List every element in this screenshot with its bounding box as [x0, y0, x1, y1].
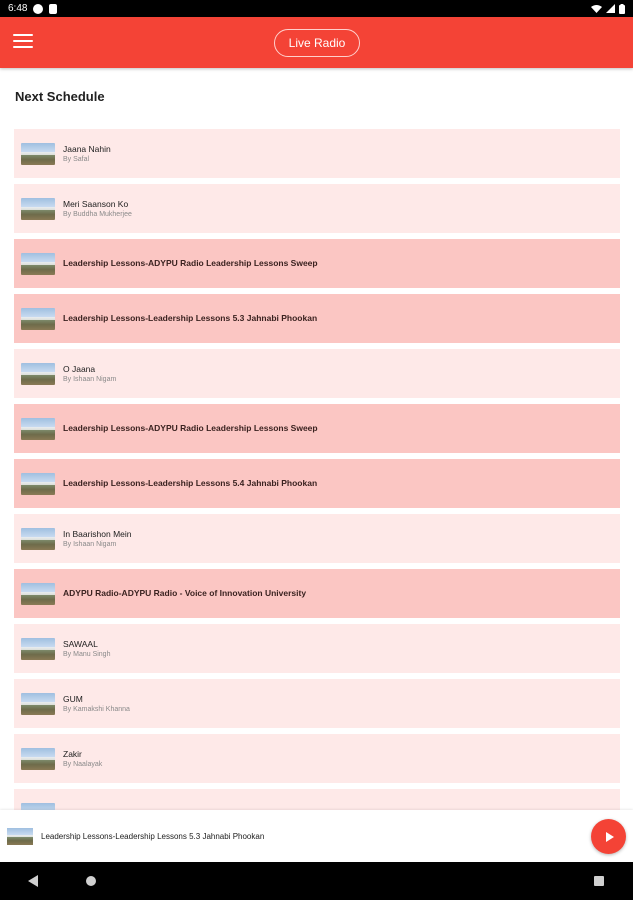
play-icon [603, 831, 615, 843]
schedule-item[interactable] [14, 624, 620, 673]
schedule-item-artist: By Kamakshi Khanna [63, 705, 130, 713]
schedule-item[interactable] [14, 734, 620, 783]
schedule-item-text [63, 529, 132, 549]
schedule-thumbnail [21, 473, 55, 495]
schedule-item[interactable] [14, 514, 620, 563]
schedule-item-title: Meri Saanson Ko [63, 198, 129, 209]
back-icon[interactable] [28, 875, 38, 887]
schedule-item-text [63, 639, 110, 659]
schedule-list[interactable] [14, 129, 620, 810]
battery-icon [619, 4, 625, 14]
schedule-item-title: Zakir [63, 748, 82, 759]
schedule-item-title: GUM [63, 693, 83, 704]
schedule-item-artist: By Ishaan Nigam [63, 540, 117, 548]
live-radio-button[interactable]: Live Radio [274, 29, 360, 57]
home-icon[interactable] [86, 876, 96, 886]
schedule-item-artist: By Ishaan Nigam [63, 375, 117, 383]
schedule-thumbnail [21, 693, 55, 715]
schedule-thumbnail [21, 308, 55, 330]
schedule-item-title: Leadership Lessons-Leadership Lessons 5.4 Jahnabi Phookan [63, 478, 318, 488]
schedule-item-title: Jaana Nahin [63, 143, 111, 154]
status-bar [0, 0, 633, 17]
schedule-item-title: Leadership Lessons-Leadership Lessons 5.3 Jahnabi Phookan [63, 313, 318, 323]
schedule-item-artist: By Buddha Mukherjee [63, 210, 132, 218]
hamburger-menu-icon[interactable] [13, 34, 33, 50]
now-playing-title: Leadership Lessons-Leadership Lessons 5.3 Jahnabi Phookan [41, 831, 265, 841]
now-playing-thumbnail [7, 828, 33, 845]
schedule-item-title: SAWAAL [63, 638, 98, 649]
schedule-thumbnail [21, 748, 55, 770]
schedule-item-text [63, 144, 111, 164]
schedule-item[interactable] [14, 239, 620, 288]
sd-card-icon [49, 4, 57, 14]
schedule-item[interactable] [14, 294, 620, 343]
schedule-item-artist: By Naalayak [63, 760, 103, 768]
schedule-thumbnail [21, 253, 55, 275]
schedule-item-text [63, 199, 132, 219]
schedule-item-artist: By Safal [63, 155, 90, 163]
schedule-item-text [63, 258, 318, 269]
schedule-item[interactable] [14, 404, 620, 453]
schedule-item-text [63, 423, 318, 434]
schedule-item[interactable] [14, 184, 620, 233]
schedule-item[interactable] [14, 569, 620, 618]
schedule-item[interactable] [14, 349, 620, 398]
schedule-item-title: ADYPU Radio-ADYPU Radio - Voice of Innovation University [63, 588, 307, 598]
play-button[interactable] [591, 819, 626, 854]
schedule-thumbnail [21, 143, 55, 165]
system-nav-bar [0, 862, 633, 900]
schedule-item-text [63, 478, 317, 489]
status-time: 6:48 [8, 3, 28, 14]
schedule-item[interactable] [14, 679, 620, 728]
schedule-thumbnail [21, 638, 55, 660]
notification-icon [33, 4, 43, 14]
schedule-item-text [63, 694, 130, 714]
schedule-item[interactable] [14, 459, 620, 508]
wifi-icon [591, 4, 602, 13]
schedule-thumbnail [21, 198, 55, 220]
schedule-item-artist: By Manu Singh [63, 650, 111, 658]
schedule-item-title: In Baarishon Mein [63, 528, 132, 539]
schedule-item-text [63, 749, 102, 769]
signal-icon [606, 4, 615, 13]
schedule-item-title: Leadership Lessons-ADYPU Radio Leadership Lessons Sweep [63, 423, 318, 433]
schedule-item-text [63, 588, 306, 599]
schedule-item[interactable] [14, 129, 620, 178]
recents-icon[interactable] [594, 876, 604, 886]
schedule-item-title: Leadership Lessons-ADYPU Radio Leadership Lessons Sweep [63, 258, 318, 268]
schedule-item-title: O Jaana [63, 363, 96, 374]
section-title: Next Schedule [15, 89, 105, 104]
schedule-thumbnail [21, 363, 55, 385]
mini-player[interactable] [0, 810, 633, 862]
schedule-thumbnail [21, 528, 55, 550]
schedule-thumbnail [21, 418, 55, 440]
app-bar [0, 17, 633, 68]
schedule-item-text [63, 313, 317, 324]
schedule-thumbnail [21, 583, 55, 605]
schedule-item-text [63, 364, 116, 384]
